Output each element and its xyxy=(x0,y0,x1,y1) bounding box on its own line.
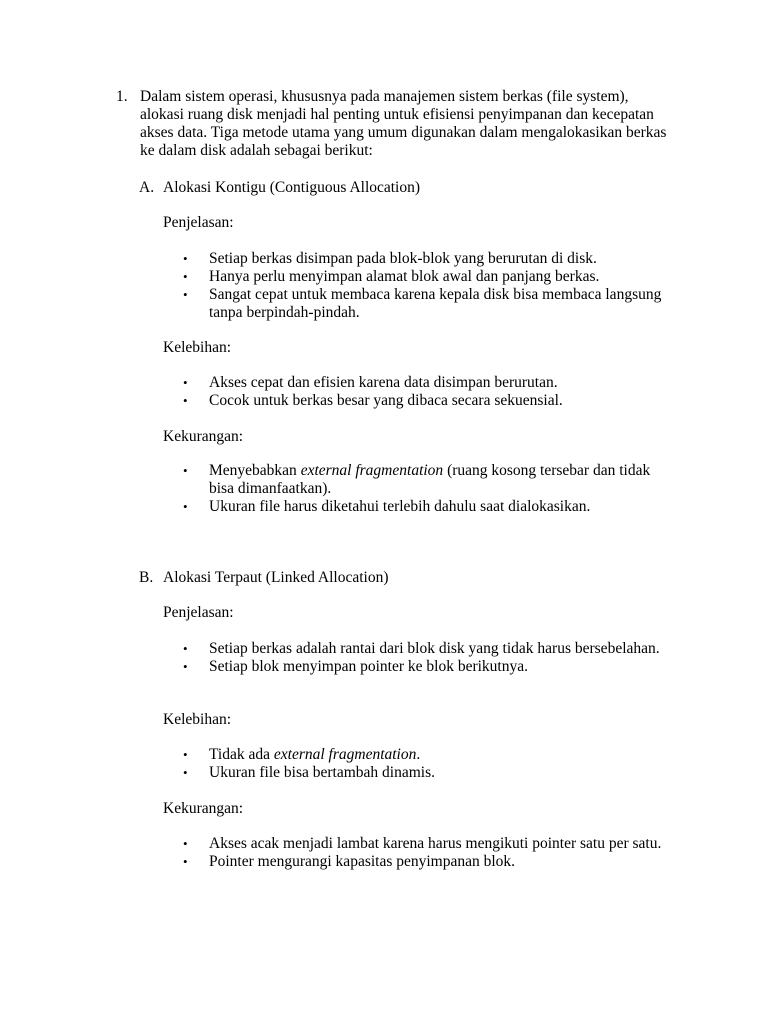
bullet-icon: • xyxy=(183,251,188,266)
explanation-list xyxy=(163,640,673,676)
list-item: • Tidak ada external fragmentation. xyxy=(183,746,421,763)
disadvantages-label: Kekurangan: xyxy=(163,428,244,445)
list-item: • Ukuran file bisa bertambah dinamis. xyxy=(183,764,435,781)
explanation-list xyxy=(163,250,673,322)
bullet-icon: • xyxy=(183,287,188,302)
list-item: • Akses acak menjadi lambat karena harus mengikuti pointer satu per satu. xyxy=(183,835,662,852)
section-letter: B. xyxy=(139,569,154,586)
explanation-label: Penjelasan: xyxy=(163,604,234,621)
bullet-icon: • xyxy=(183,463,188,478)
bullet-icon: • xyxy=(183,269,188,284)
advantages-label: Kelebihan: xyxy=(163,711,232,728)
section-title: Alokasi Kontigu (Contiguous Allocation) xyxy=(163,179,421,196)
section-a-heading xyxy=(139,179,679,197)
numbered-item xyxy=(116,88,676,160)
advantages-list xyxy=(163,746,673,782)
disadvantages-list xyxy=(163,462,673,516)
bullet-icon: • xyxy=(183,836,188,851)
item-intro: Dalam sistem operasi, khususnya pada manajemen sistem berkas (file system), alokasi ruang disk menjadi hal penting untuk efisiensi penyimpanan dan kecepatan akses data. Tiga metode utama yang umum digunakan dalam mengalokasikan berkas ke dalam disk adalah sebagai berikut: xyxy=(140,88,667,159)
list-item: • Pointer mengurangi kapasitas penyimpanan blok. xyxy=(183,853,516,870)
bullet-icon: • xyxy=(183,375,188,390)
bullet-icon: • xyxy=(183,641,188,656)
section-letter: A. xyxy=(139,179,155,196)
bullet-icon: • xyxy=(183,499,188,514)
bullet-icon: • xyxy=(183,765,188,780)
list-item: • Akses cepat dan efisien karena data disimpan berurutan. xyxy=(183,374,558,391)
bullet-icon: • xyxy=(183,659,188,674)
list-item: • Menyebabkan external fragmentation (ruang kosong tersebar dan tidak bisa dimanfaatkan). xyxy=(183,462,651,497)
bullet-icon: • xyxy=(183,854,188,869)
advantages-label: Kelebihan: xyxy=(163,339,232,356)
section-title: Alokasi Terpaut (Linked Allocation) xyxy=(163,569,389,586)
list-item: • Sangat cepat untuk membaca karena kepala disk bisa membaca langsung tanpa berpindah-pindah. xyxy=(183,286,662,321)
advantages-list xyxy=(163,374,673,410)
bullet-icon: • xyxy=(183,393,188,408)
list-item: • Ukuran file harus diketahui terlebih dahulu saat dialokasikan. xyxy=(183,498,591,515)
disadvantages-label: Kekurangan: xyxy=(163,800,244,817)
list-item: • Cocok untuk berkas besar yang dibaca secara sekuensial. xyxy=(183,392,563,409)
list-item: • Setiap berkas adalah rantai dari blok disk yang tidak harus bersebelahan. xyxy=(183,640,660,657)
list-item: • Setiap blok menyimpan pointer ke blok berikutnya. xyxy=(183,658,528,675)
disadvantages-list xyxy=(163,835,673,871)
explanation-label: Penjelasan: xyxy=(163,214,234,231)
item-number: 1. xyxy=(116,88,128,105)
section-b-heading xyxy=(139,569,679,587)
bullet-icon: • xyxy=(183,747,188,762)
list-item: • Hanya perlu menyimpan alamat blok awal dan panjang berkas. xyxy=(183,268,600,285)
list-item: • Setiap berkas disimpan pada blok-blok yang berurutan di disk. xyxy=(183,250,597,267)
